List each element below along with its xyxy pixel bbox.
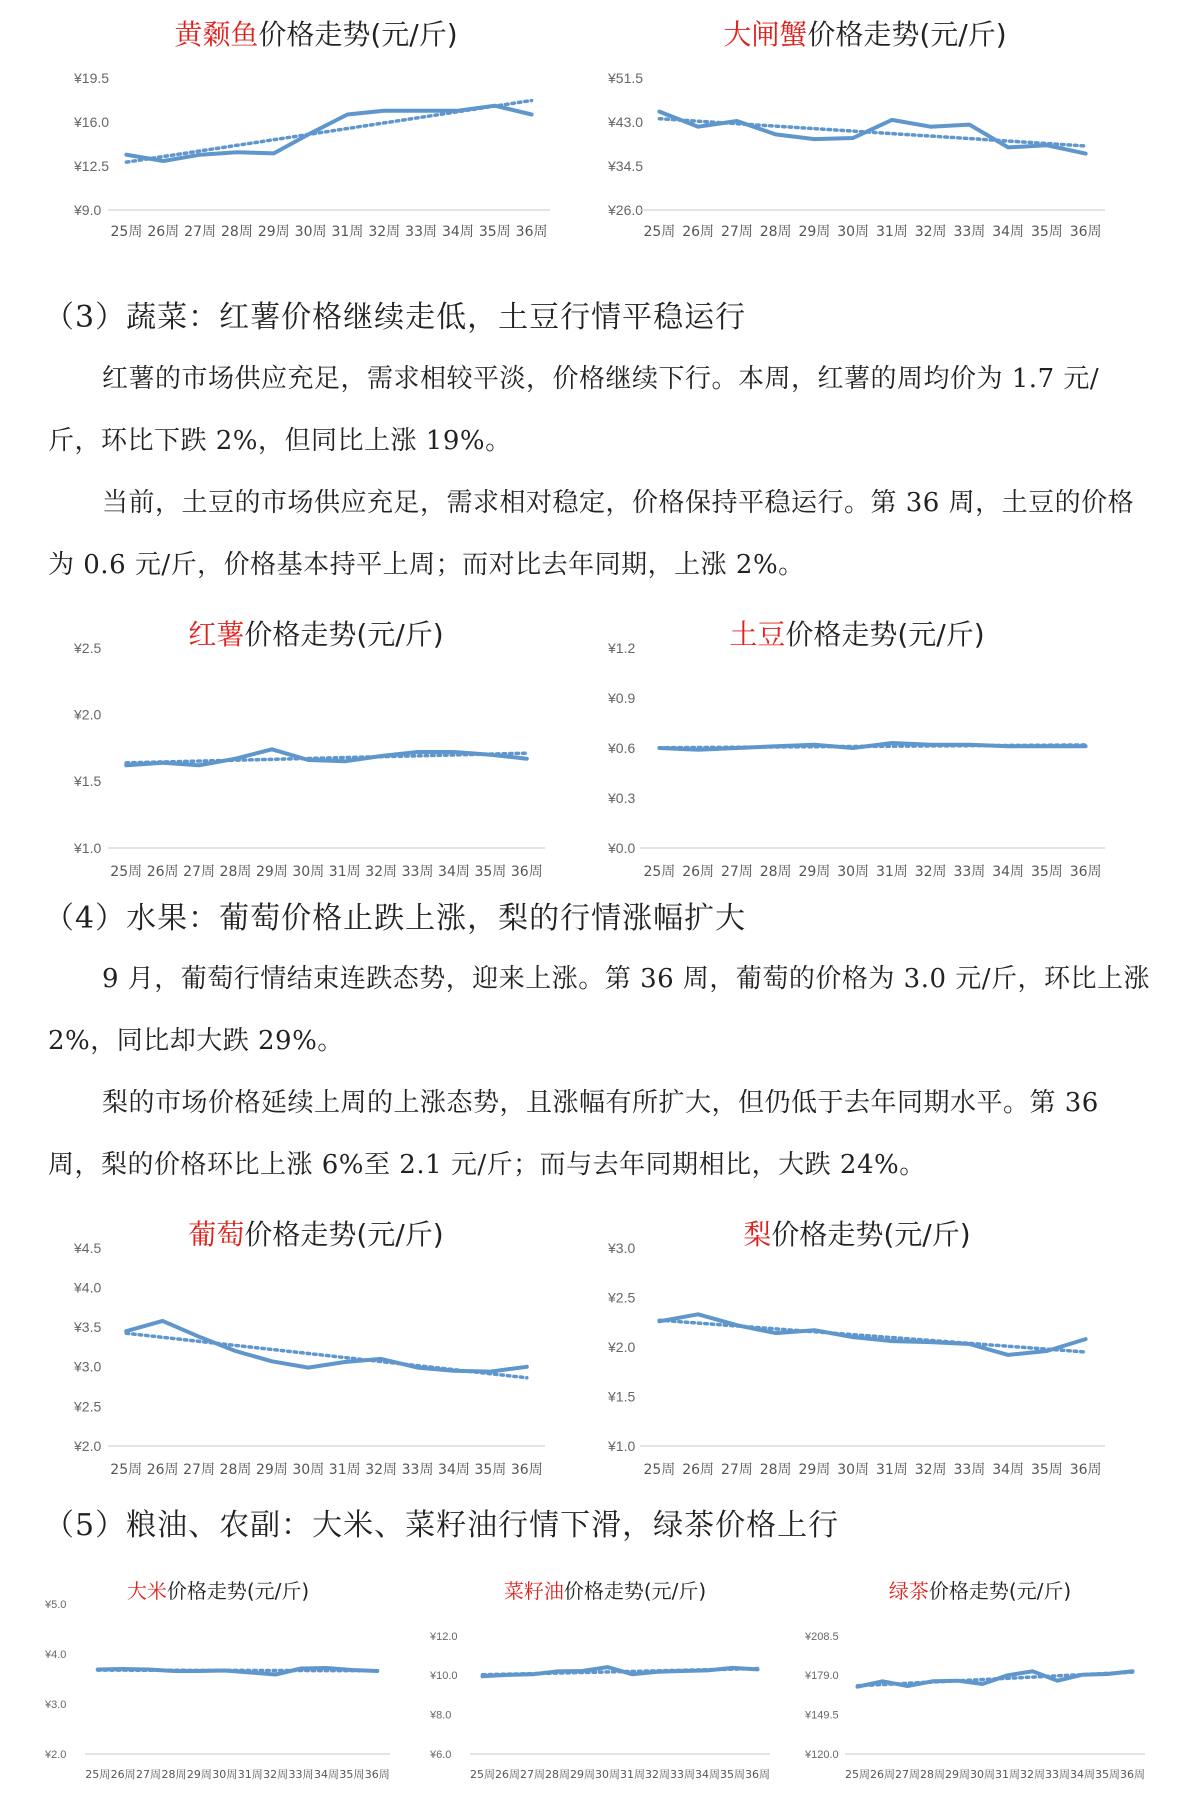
x-tick-label: 36周 (1069, 864, 1102, 880)
chart-rapeseed-oil (415, 1568, 785, 1793)
x-tick-label: 35周 (478, 224, 511, 240)
x-tick-label: 28周 (920, 1768, 945, 1781)
chart-hairy-crab (590, 10, 1120, 280)
y-tick-label: ¥19.5 (74, 69, 110, 86)
x-tick-label: 29周 (798, 864, 831, 880)
x-tick-label: 36周 (1120, 1768, 1145, 1781)
section-4-paragraph-1: 9 月，葡萄行情结束连跌态势，迎来上涨。第 36 周，葡萄的价格为 3.0 元/斤，环比上涨 2%，同比却大跌 29%。 (48, 964, 1151, 1056)
series-line (126, 1321, 527, 1372)
chart-title (127, 1579, 309, 1603)
y-tick-label: ¥4.5 (74, 1239, 102, 1256)
x-tick-label: 25周 (845, 1768, 870, 1781)
y-tick-label: ¥2.5 (74, 639, 102, 656)
chart-title-highlight: 葡萄 (188, 1218, 245, 1251)
y-tick-label: ¥34.5 (608, 157, 644, 174)
x-tick-label: 33周 (1045, 1768, 1070, 1781)
y-tick-label: ¥1.5 (608, 1388, 636, 1405)
chart-title (729, 618, 984, 651)
x-tick-label: 34周 (1070, 1768, 1095, 1781)
y-tick-label: ¥0.3 (608, 789, 636, 806)
x-tick-label: 26周 (870, 1768, 895, 1781)
x-tick-label: 25周 (470, 1768, 495, 1781)
x-tick-label: 30周 (292, 1462, 325, 1478)
y-tick-label: ¥208.5 (805, 1630, 839, 1643)
x-tick-label: 27周 (183, 1462, 215, 1478)
x-tick-label: 35周 (1030, 224, 1063, 240)
x-tick-label: 31周 (875, 864, 908, 880)
x-tick-label: 29周 (945, 1768, 970, 1781)
x-tick-label: 26周 (682, 1462, 715, 1478)
y-tick-label: ¥2.0 (45, 1748, 67, 1761)
chart-title-highlight: 梨 (743, 1218, 772, 1251)
y-tick-label: ¥120.0 (805, 1748, 839, 1761)
chart-title-highlight: 大闸蟹 (723, 18, 808, 51)
chart-title-highlight: 土豆 (729, 618, 786, 651)
x-tick-label: 30周 (837, 1462, 870, 1478)
x-tick-label: 28周 (759, 224, 792, 240)
chart-title (889, 1579, 1071, 1603)
y-tick-label: ¥1.2 (608, 639, 636, 656)
y-tick-label: ¥2.0 (74, 706, 102, 723)
x-tick-label: 32周 (365, 864, 398, 880)
x-tick-label: 25周 (85, 1768, 111, 1781)
chart-title-rest: 价格走势(元/斤) (807, 18, 1007, 51)
x-tick-label: 30周 (970, 1768, 995, 1781)
x-tick-label: 32周 (645, 1768, 670, 1781)
x-tick-label: 36周 (745, 1768, 770, 1781)
x-tick-label: 36周 (1069, 224, 1102, 240)
chart-title (504, 1579, 706, 1603)
x-tick-label: 36周 (510, 1462, 543, 1478)
x-tick-label: 28周 (221, 224, 253, 240)
x-tick-label: 30周 (595, 1768, 620, 1781)
x-tick-label: 28周 (545, 1768, 570, 1781)
y-tick-label: ¥3.0 (45, 1698, 67, 1711)
x-tick-label: 29周 (798, 1462, 831, 1478)
x-tick-label: 33周 (401, 1462, 434, 1478)
x-tick-label: 34周 (438, 864, 470, 880)
section-5-heading: （5）粮油、农副：大米、菜籽油行情下滑，绿茶价格上行 (44, 1508, 840, 1543)
y-tick-label: ¥10.0 (430, 1670, 458, 1683)
y-tick-label: ¥0.9 (608, 689, 636, 706)
chart-title (723, 18, 1006, 51)
x-tick-label: 34周 (442, 224, 474, 240)
chart-title (188, 618, 443, 651)
y-tick-label: ¥1.0 (608, 1437, 636, 1454)
chart-yellow-catfish (30, 10, 565, 280)
x-tick-label: 25周 (643, 224, 676, 240)
x-tick-label: 33周 (953, 864, 986, 880)
y-tick-label: ¥51.5 (608, 69, 644, 86)
trendline (659, 1320, 1085, 1352)
y-tick-label: ¥6.0 (430, 1748, 452, 1761)
x-tick-label: 26周 (682, 864, 715, 880)
x-tick-label: 27周 (720, 224, 753, 240)
chart-title-rest: 价格走势(元/斤) (928, 1579, 1072, 1603)
x-tick-label: 25周 (643, 1462, 676, 1478)
x-tick-label: 30周 (212, 1768, 238, 1781)
x-tick-label: 25周 (110, 1462, 143, 1478)
chart-potato (590, 612, 1120, 882)
series-line (858, 1671, 1133, 1686)
x-tick-label: 25周 (643, 864, 676, 880)
x-tick-label: 33周 (401, 864, 434, 880)
x-tick-label: 27周 (895, 1768, 920, 1781)
x-tick-label: 29周 (255, 1462, 288, 1478)
y-tick-label: ¥149.5 (805, 1709, 839, 1722)
x-tick-label: 35周 (339, 1768, 365, 1781)
chart-title-highlight: 大米 (126, 1579, 167, 1603)
x-tick-label: 27周 (136, 1768, 162, 1781)
x-tick-label: 32周 (914, 864, 947, 880)
y-tick-label: ¥26.0 (608, 201, 644, 218)
x-tick-label: 33周 (953, 1462, 986, 1478)
x-tick-label: 26周 (495, 1768, 520, 1781)
y-tick-label: ¥43.0 (608, 113, 644, 130)
x-tick-label: 35周 (474, 1462, 507, 1478)
x-tick-label: 34周 (992, 224, 1025, 240)
y-tick-label: ¥5.0 (45, 1598, 67, 1611)
x-tick-label: 28周 (759, 864, 792, 880)
chart-title-highlight: 菜籽油 (503, 1579, 564, 1603)
x-tick-label: 27周 (183, 864, 215, 880)
chart-title (174, 18, 457, 51)
x-tick-label: 36周 (515, 224, 548, 240)
x-tick-label: 26周 (146, 864, 179, 880)
x-tick-label: 32周 (263, 1768, 289, 1781)
y-tick-label: ¥0.6 (608, 739, 636, 756)
x-tick-label: 30周 (837, 224, 870, 240)
x-tick-label: 34周 (695, 1768, 720, 1781)
x-tick-label: 27周 (184, 224, 216, 240)
x-tick-label: 29周 (255, 864, 288, 880)
y-tick-label: ¥3.0 (74, 1358, 102, 1375)
x-tick-label: 29周 (186, 1768, 212, 1781)
x-tick-label: 31周 (875, 224, 908, 240)
x-tick-label: 28周 (219, 864, 252, 880)
y-tick-label: ¥2.5 (74, 1398, 102, 1415)
x-tick-label: 31周 (328, 864, 361, 880)
x-tick-label: 30周 (837, 864, 870, 880)
x-tick-label: 31周 (331, 224, 364, 240)
y-tick-label: ¥4.0 (74, 1279, 102, 1296)
chart-title-highlight: 红薯 (188, 618, 245, 651)
chart-sweet-potato (30, 612, 565, 882)
x-tick-label: 26周 (110, 1768, 136, 1781)
x-tick-label: 35周 (720, 1768, 745, 1781)
x-tick-label: 27周 (720, 864, 753, 880)
y-tick-label: ¥179.0 (805, 1670, 839, 1683)
y-tick-label: ¥0.0 (608, 839, 636, 856)
x-tick-label: 28周 (219, 1462, 252, 1478)
x-tick-label: 27周 (520, 1768, 545, 1781)
y-tick-label: ¥4.0 (45, 1648, 67, 1661)
x-tick-label: 35周 (1030, 1462, 1063, 1478)
x-tick-label: 33周 (288, 1768, 314, 1781)
section-4-heading: （4）水果：葡萄价格止跌上涨，梨的行情涨幅扩大 (44, 901, 747, 936)
x-tick-label: 36周 (364, 1768, 390, 1781)
x-tick-label: 33周 (953, 224, 986, 240)
x-tick-label: 29周 (570, 1768, 595, 1781)
x-tick-label: 31周 (237, 1768, 263, 1781)
x-tick-label: 35周 (474, 864, 507, 880)
section-3-paragraph-1: 红薯的市场供应充足，需求相较平淡，价格继续下行。本周，红薯的周均价为 1.7 元/斤，环比下跌 2%，但同比上涨 19%。 (48, 364, 1100, 456)
y-tick-label: ¥3.0 (608, 1239, 636, 1256)
chart-title-rest: 价格走势(元/斤) (244, 618, 444, 651)
series-line (483, 1667, 758, 1676)
x-tick-label: 34周 (313, 1768, 339, 1781)
chart-grape (30, 1212, 565, 1492)
chart-green-tea (790, 1568, 1160, 1793)
x-tick-label: 34周 (438, 1462, 470, 1478)
y-tick-label: ¥2.0 (74, 1437, 102, 1454)
chart-title (743, 1218, 970, 1251)
x-tick-label: 30周 (292, 864, 325, 880)
chart-title-rest: 价格走势(元/斤) (166, 1579, 310, 1603)
x-tick-label: 35周 (1030, 864, 1063, 880)
y-tick-label: ¥9.0 (74, 201, 102, 218)
chart-title-rest: 价格走势(元/斤) (563, 1579, 707, 1603)
x-tick-label: 29周 (257, 224, 290, 240)
chart-title-rest: 价格走势(元/斤) (771, 1218, 971, 1251)
y-tick-label: ¥2.5 (608, 1289, 636, 1306)
x-tick-label: 26周 (146, 1462, 179, 1478)
x-tick-label: 26周 (682, 224, 715, 240)
x-tick-label: 33周 (670, 1768, 695, 1781)
x-tick-label: 26周 (147, 224, 180, 240)
chart-title-highlight: 绿茶 (888, 1579, 929, 1603)
y-tick-label: ¥16.0 (74, 113, 110, 130)
section-3-heading: （3）蔬菜：红薯价格继续走低，土豆行情平稳运行 (44, 300, 747, 335)
y-tick-label: ¥3.5 (74, 1319, 102, 1336)
x-tick-label: 25周 (110, 224, 143, 240)
y-tick-label: ¥12.5 (74, 157, 110, 174)
x-tick-label: 31周 (875, 1462, 908, 1478)
chart-title-rest: 价格走势(元/斤) (785, 618, 985, 651)
x-tick-label: 36周 (1069, 1462, 1102, 1478)
x-tick-label: 34周 (992, 1462, 1025, 1478)
x-tick-label: 31周 (995, 1768, 1020, 1781)
section-4-paragraph-2: 梨的市场价格延续上周的上涨态势，且涨幅有所扩大，但仍低于去年同期水平。第 36 周，梨的价格环比上涨 6%至 2.1 元/斤；而与去年同期相比，大跌 24%。 (48, 1088, 1099, 1180)
x-tick-label: 28周 (759, 1462, 792, 1478)
y-tick-label: ¥12.0 (430, 1630, 458, 1643)
chart-title (188, 1218, 443, 1251)
x-tick-label: 25周 (110, 864, 143, 880)
chart-pear (590, 1212, 1120, 1492)
chart-title-rest: 价格走势(元/斤) (244, 1218, 444, 1251)
x-tick-label: 31周 (328, 1462, 361, 1478)
y-tick-label: ¥8.0 (430, 1709, 452, 1722)
x-tick-label: 36周 (510, 864, 543, 880)
x-tick-label: 32周 (1020, 1768, 1045, 1781)
x-tick-label: 32周 (368, 224, 401, 240)
x-tick-label: 27周 (720, 1462, 753, 1478)
x-tick-label: 29周 (798, 224, 831, 240)
x-tick-label: 32周 (914, 224, 947, 240)
y-tick-label: ¥1.0 (74, 839, 102, 856)
x-tick-label: 30周 (294, 224, 327, 240)
section-3-paragraph-2: 当前，土豆的市场供应充足，需求相对稳定，价格保持平稳运行。第 36 周，土豆的价格为 0.6 元/斤，价格基本持平上周；而对比去年同期，上涨 2%。 (48, 488, 1135, 580)
y-tick-label: ¥1.5 (74, 773, 102, 790)
x-tick-label: 34周 (992, 864, 1025, 880)
x-tick-label: 32周 (914, 1462, 947, 1478)
y-tick-label: ¥2.0 (608, 1338, 636, 1355)
x-tick-label: 32周 (365, 1462, 398, 1478)
chart-rice (30, 1568, 405, 1793)
x-tick-label: 31周 (620, 1768, 645, 1781)
x-tick-label: 33周 (405, 224, 437, 240)
x-tick-label: 28周 (161, 1768, 187, 1781)
chart-title-highlight: 黄颡鱼 (174, 18, 259, 51)
x-tick-label: 35周 (1095, 1768, 1120, 1781)
chart-title-rest: 价格走势(元/斤) (258, 18, 458, 51)
